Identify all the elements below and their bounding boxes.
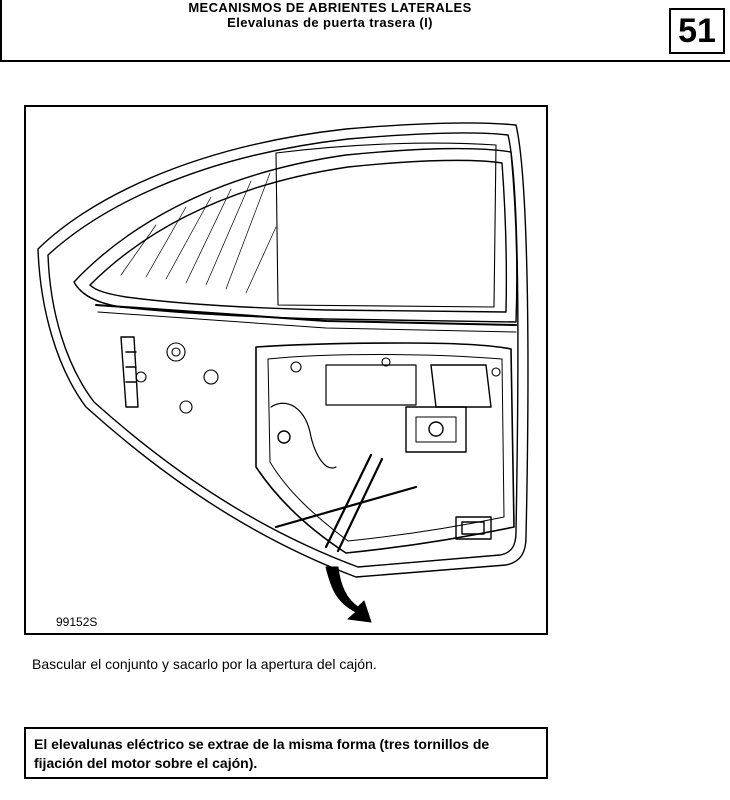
figure-frame [24,105,548,635]
section-subtitle: Elevalunas de puerta trasera (I) [227,15,433,30]
header-left-border [0,0,2,60]
note-box [24,727,548,779]
note-text: El elevalunas eléctrico se extrae de la misma forma (tres tornillos de fijación del motor sobre el cajón). [34,736,490,771]
header-divider [0,60,730,62]
figure-caption: Bascular el conjunto y sacarlo por la apertura del cajón. [32,656,377,672]
rear-door-window-regulator-illustration [26,107,546,633]
section-title: MECANISMOS DE ABRIENTES LATERALES [188,0,472,15]
chapter-number-badge: 51 [669,8,725,54]
figure-reference-number: 99152S [56,615,98,629]
